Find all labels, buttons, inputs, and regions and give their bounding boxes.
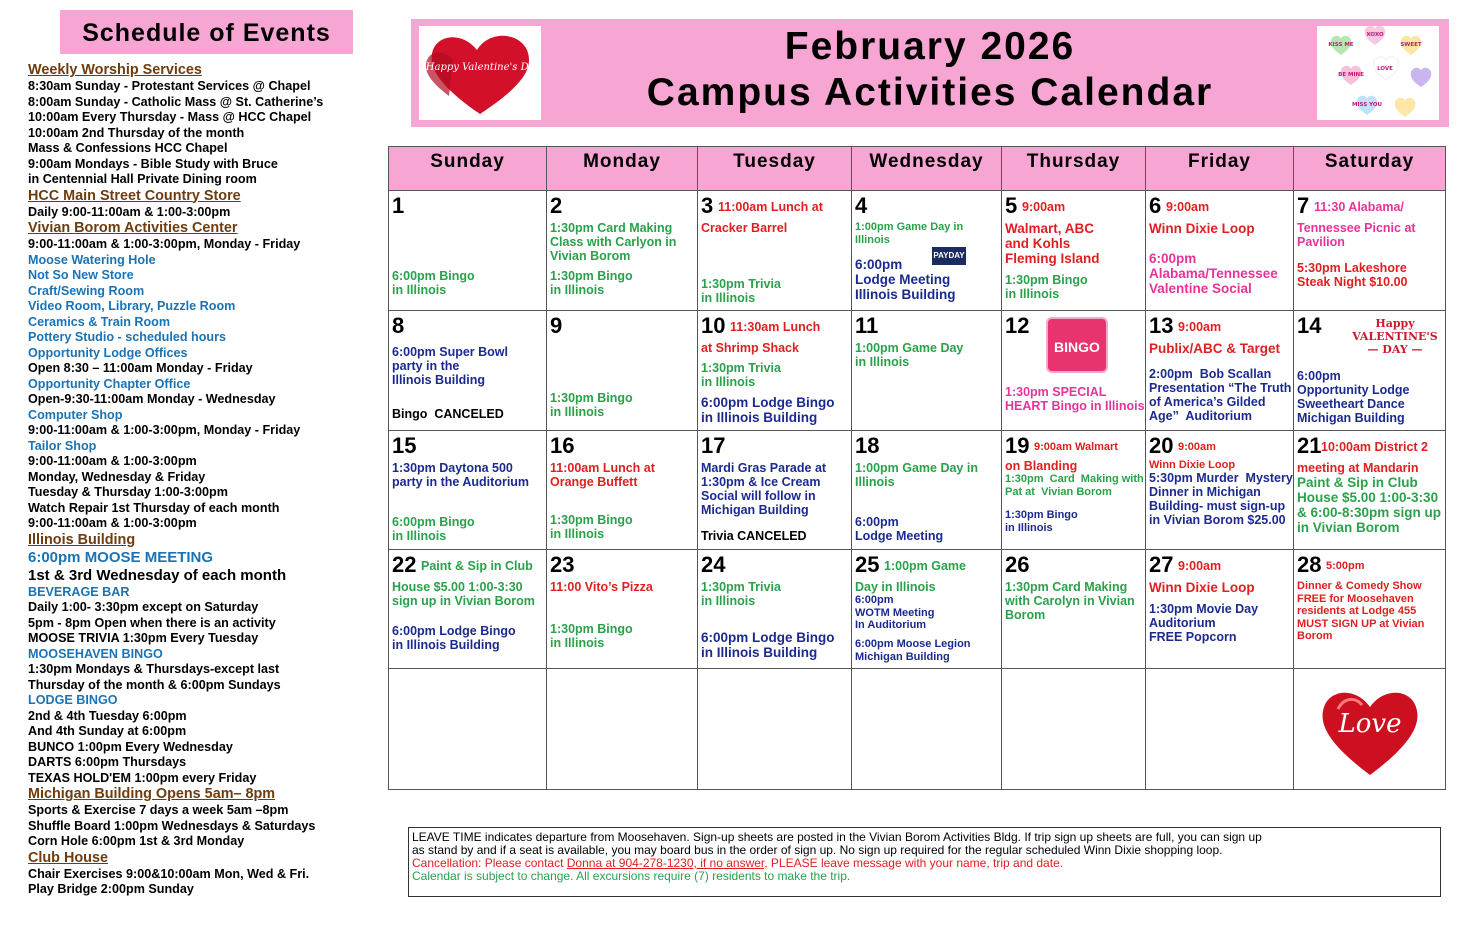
empty-day-cell — [852, 669, 1002, 790]
schedule-line: Chair Exercises 9:00&10:00am Mon, Wed & Fri. — [28, 866, 310, 881]
schedule-line: Ceramics & Train Room — [28, 314, 171, 329]
schedule-line: 9:00-11:00am & 1:00-3:00pm — [28, 454, 197, 468]
day-cell-24 — [698, 550, 852, 669]
schedule-line: Craft/Sewing Room — [28, 283, 145, 298]
weekday-header-monday: Monday — [547, 147, 698, 191]
schedule-line: TEXAS HOLD'EM 1:00pm every Friday — [28, 770, 257, 785]
cancellation-rest: PLEASE leave message with your name, trip and date. — [767, 856, 1064, 870]
event-text: 1:30pm Bingo in Illinois — [550, 513, 633, 541]
empty-day-cell — [698, 669, 852, 790]
schedule-line: BUNCO 1:00pm Every Wednesday — [28, 739, 233, 754]
schedule-line: 8:00am Sunday - Catholic Mass @ St. Catherine’s — [28, 94, 324, 109]
event-text: 1:30pm Daytona 500 party in the Auditorium — [392, 461, 530, 489]
day-cell-23 — [547, 550, 698, 669]
event-text: 6:00pm Bingo in Illinois — [392, 515, 475, 543]
schedule-line: Weekly Worship Services — [28, 62, 202, 78]
event-text: at Shrimp Shack — [701, 341, 799, 355]
event-text: House $5.00 1:00-3:30 sign up in Vivian Borom — [392, 580, 535, 608]
schedule-line: MOOSEHAVEN BINGO — [28, 646, 163, 661]
event-headline: 11:00am Lunch at — [718, 200, 823, 214]
empty-day-cell — [389, 669, 547, 790]
day-number: 21 — [1297, 433, 1322, 458]
event-text: 11:00 Vito’s Pizza — [550, 580, 653, 594]
day-number: 16 — [550, 433, 575, 458]
event-text: Bingo CANCELED — [392, 407, 504, 421]
cancellation-label: Cancellation: — [412, 856, 482, 870]
event-text: Tennessee Picnic at Pavilion — [1297, 221, 1416, 249]
day-cell-17 — [698, 431, 852, 550]
day-number: 5 — [1005, 193, 1018, 218]
day-number: 24 — [701, 552, 726, 577]
event-text: Dinner & Comedy Show FREE for Moosehaven residents at Lodge 455 MUST SIGN UP at Vivian Borom — [1297, 580, 1425, 642]
event-headline: 9:00am — [1178, 559, 1222, 573]
day-cell-4 — [852, 191, 1002, 311]
event-headline: Paint & Sip in Club — [421, 559, 533, 573]
event-text: 6:00pm Lodge Meeting — [855, 515, 944, 543]
event-text: 1:30pm Card Making with Pat at Vivian Borom — [1005, 473, 1144, 498]
event-text: 6:00pm Lodge Bingo in Illinois Building — [701, 395, 835, 425]
candy-hearts-image — [1317, 26, 1439, 120]
event-text: 6:00pm Bingo in Illinois — [392, 269, 475, 297]
event-text: 2:00pm Bob Scallan Presentation “The Truth of America’s Gilded Age” Auditorium — [1149, 367, 1292, 423]
event-text: 1:30pm SPECIAL HEART Bingo in Illinois — [1005, 385, 1145, 413]
event-text: on Blanding — [1005, 459, 1078, 473]
day-cell-28 — [1294, 550, 1446, 669]
day-number: 19 — [1005, 433, 1030, 458]
day-cell-13 — [1146, 311, 1294, 431]
schedule-line: Sports & Exercise 7 days a week 5am –8pm — [28, 803, 289, 817]
schedule-line: Michigan Building Opens 5am– 8pm — [28, 786, 276, 802]
day-cell-20 — [1146, 431, 1294, 550]
day-cell-3 — [698, 191, 852, 311]
weekday-header-friday: Friday — [1146, 147, 1294, 191]
day-number: 25 — [855, 552, 880, 577]
day-cell-11 — [852, 311, 1002, 431]
event-text: Mardi Gras Parade at 1:30pm & Ice Cream Social will follow in Michigan Building — [701, 461, 827, 517]
event-text: 11:00am Lunch at Orange Buffett — [550, 461, 655, 489]
day-number: 20 — [1149, 433, 1174, 458]
schedule-line: Monday, Wednesday & Friday — [28, 469, 206, 484]
schedule-line: in Centennial Hall Private Dining room — [28, 172, 257, 186]
day-number: 28 — [1297, 552, 1322, 577]
candy-word-3: LOVE — [1377, 66, 1393, 72]
event-text: 1:30pm Bingo in Illinois — [550, 622, 633, 650]
candy-word-1: KISS ME — [1328, 42, 1354, 48]
love-heart-icon — [1316, 679, 1424, 779]
schedule-line: Shuffle Board 1:00pm Wednesdays & Saturdays — [28, 818, 316, 833]
schedule-line: Corn Hole 6:00pm 1st & 3rd Monday — [28, 834, 245, 848]
event-text: Publix/ABC & Target — [1149, 341, 1281, 356]
event-text: Winn Dixie Loop — [1149, 459, 1236, 471]
day-number: 9 — [550, 313, 563, 338]
happy-valentines-icon: Happy VALENTINE'S — DAY — — [1352, 317, 1438, 356]
valentine-hearts-image — [419, 26, 541, 120]
day-number: 1 — [392, 193, 405, 218]
event-text: 1:30pm Movie Day Auditorium FREE Popcorn — [1149, 602, 1259, 644]
schedule-line: LODGE BINGO — [28, 693, 118, 707]
title-banner — [411, 19, 1449, 127]
day-number: 12 — [1005, 313, 1030, 338]
footer-notice — [408, 827, 1441, 897]
day-cell-18 — [852, 431, 1002, 550]
event-text: 6:00pm Lodge Bingo in Illinois Building — [392, 624, 516, 652]
event-headline: 5:00pm — [1326, 560, 1365, 572]
event-text: Cracker Barrel — [701, 221, 788, 235]
empty-day-cell — [547, 669, 698, 790]
event-text: 6:00pm Lodge Meeting Illinois Building — [855, 257, 956, 302]
day-cell-6 — [1146, 191, 1294, 311]
day-cell-22 — [389, 550, 547, 669]
schedule-line: 9:00am Mondays - Bible Study with Bruce — [28, 156, 278, 171]
day-number: 10 — [701, 313, 726, 338]
event-text: Walmart, ABC and Kohls Fleming Island — [1005, 221, 1100, 266]
day-number: 7 — [1297, 193, 1310, 218]
footer-line-1: LEAVE TIME indicates departure from Moosehaven. Sign-up sheets are posted in the Vivian Borom Activities Bldg. If trip sign up sheets are full, you can sign up — [412, 830, 1262, 844]
day-cell-16 — [547, 431, 698, 550]
schedule-line: HCC Main Street Country Store — [28, 187, 241, 204]
event-text: 1:30pm Bingo in Illinois — [550, 391, 633, 419]
event-text: meeting at Mandarin — [1297, 461, 1419, 475]
empty-day-cell — [1002, 669, 1146, 790]
cancellation-text: Please contact — [481, 856, 567, 870]
event-text: 1:00pm Game Day in Illinois — [855, 221, 964, 246]
day-number: 8 — [392, 313, 405, 338]
schedule-line: 8:30am Sunday - Protestant Services @ Chapel — [28, 79, 311, 93]
schedule-line: Tuesday & Thursday 1:00-3:00pm — [28, 485, 228, 499]
schedule-line: MOOSE TRIVIA 1:30pm Every Tuesday — [28, 631, 259, 645]
event-text: Winn Dixie Loop — [1149, 221, 1255, 236]
schedule-line: Illinois Building — [28, 531, 136, 548]
day-number: 3 — [701, 193, 714, 218]
schedule-line: 2nd & 4th Tuesday 6:00pm — [28, 708, 187, 723]
schedule-header — [60, 10, 353, 54]
schedule-line: Video Room, Library, Puzzle Room — [28, 299, 236, 313]
day-number: 17 — [701, 433, 726, 458]
weekday-header-saturday: Saturday — [1294, 147, 1446, 191]
event-text: 1:30pm Bingo in Illinois — [1005, 273, 1088, 301]
schedule-line: 1:30pm Mondays & Thursdays-except last — [28, 662, 280, 676]
schedule-line: Club House — [28, 849, 108, 866]
event-text: 1:00pm Game Day in Illinois — [855, 461, 978, 489]
event-text: Day in Illinois — [855, 580, 936, 594]
schedule-line: Open 8:30 – 11:00am Monday - Friday — [28, 361, 253, 375]
event-text: 6:00pm Lodge Bingo in Illinois Building — [701, 630, 835, 660]
schedule-line: Thursday of the month & 6:00pm Sundays — [28, 677, 281, 692]
day-number: 23 — [550, 552, 575, 577]
schedule-line: 9:00-11:00am & 1:00-3:00pm, Monday - Friday — [28, 237, 301, 251]
event-headline: 11:30 Alabama/ — [1314, 200, 1404, 214]
event-text: 5:30pm Murder Mystery Dinner in Michigan Building- must sign-up in Vivian Borom $25.00 — [1149, 471, 1293, 527]
candy-word-6: SWEET — [1400, 42, 1422, 48]
schedule-line: 9:00-11:00am & 1:00-3:00pm, Monday - Friday — [28, 423, 301, 437]
schedule-line: 5pm - 8pm Open when there is an activity — [28, 615, 276, 630]
schedule-line: Daily 9:00-11:00am & 1:00-3:00pm — [28, 204, 231, 219]
schedule-line: Open-9:30-11:00am Monday - Wednesday — [28, 392, 276, 406]
event-text: 6:00pm Opportunity Lodge Sweetheart Dance Michigan Building — [1297, 369, 1410, 425]
schedule-line: 1st & 3rd Wednesday of each month — [28, 566, 287, 584]
footer-line-4: Calendar is subject to change. All excursions require (7) residents to make the trip. — [412, 869, 851, 883]
event-text: 1:30pm Trivia in Illinois — [701, 580, 781, 608]
footer-line-2: as stand by and if a seat is available, you may board bus in the order of sign up. No sign up required for the regular scheduled Winn Dixie shopping loop. — [412, 843, 1223, 857]
day-number: 11 — [855, 313, 879, 338]
day-cell-26 — [1002, 550, 1146, 669]
cancellation-contact: Donna at 904-278-1230, if no answer, — [566, 856, 768, 870]
event-headline: 10:00am District 2 — [1321, 440, 1429, 454]
day-cell-25 — [852, 550, 1002, 669]
left-image-caption: Happy Valentine's Day — [425, 62, 541, 73]
schedule-line: And 4th Sunday at 6:00pm — [28, 724, 187, 738]
weekday-header-thursday: Thursday — [1002, 147, 1146, 191]
day-number: 6 — [1149, 193, 1162, 218]
day-cell-27 — [1146, 550, 1294, 669]
day-number: 14 — [1297, 313, 1322, 338]
day-number: 13 — [1149, 313, 1174, 338]
weekday-header-tuesday: Tuesday — [698, 147, 852, 191]
event-text: 1:30pm Trivia in Illinois — [701, 277, 781, 305]
day-number: 18 — [855, 433, 880, 458]
event-text: Winn Dixie Loop — [1149, 580, 1255, 595]
schedule-line: Moose Watering Hole — [28, 252, 156, 267]
schedule-line: 6:00pm MOOSE MEETING — [28, 548, 214, 566]
event-text: Paint & Sip in Club House $5.00 1:00-3:30 & 6:00-8:30pm sign up in Vivian Borom — [1297, 475, 1442, 535]
weekday-header-sunday: Sunday — [389, 147, 547, 191]
candy-word-5: MISS YOU — [1351, 102, 1383, 108]
schedule-line: Computer Shop — [28, 407, 123, 422]
empty-day-cell — [1146, 669, 1294, 790]
payday-icon: PAYDAY — [932, 247, 966, 265]
day-cell-1 — [389, 191, 547, 311]
schedule-line: 10:00am Every Thursday - Mass @ HCC Chapel — [28, 110, 312, 124]
day-number: 2 — [550, 193, 563, 218]
schedule-list — [28, 62, 368, 898]
day-cell-21 — [1294, 431, 1446, 550]
event-headline: 9:00am Walmart — [1034, 441, 1118, 453]
event-headline: 9:00am — [1022, 200, 1066, 214]
schedule-line: 9:00-11:00am & 1:00-3:00pm — [28, 516, 197, 530]
event-text: 1:30pm Card Making with Carolyn in Vivian Borom — [1005, 580, 1135, 622]
schedule-line: Daily 1:00- 3:30pm except on Saturday — [28, 600, 259, 614]
event-text: 6:00pm Super Bowl party in the Illinois Building — [392, 345, 508, 387]
event-text: Trivia CANCELED — [701, 529, 807, 543]
event-headline: 1:00pm Game — [884, 559, 966, 573]
day-cell-12 — [1002, 311, 1146, 431]
event-headline: 9:00am — [1166, 200, 1210, 214]
day-cell-19 — [1002, 431, 1146, 550]
event-text: 6:00pm Alabama/Tennessee Valentine Social — [1149, 251, 1278, 296]
schedule-line: Tailor Shop — [28, 438, 97, 453]
event-text: 1:00pm Game Day in Illinois — [855, 341, 964, 369]
calendar-subtitle: Campus Activities Calendar — [646, 71, 1214, 114]
event-text: 5:30pm Lakeshore Steak Night $10.00 — [1297, 261, 1408, 289]
day-cell-2 — [547, 191, 698, 311]
schedule-line: Watch Repair 1st Thursday of each month — [28, 500, 280, 515]
love-text: Love — [1338, 709, 1402, 739]
valentine-bingo-icon: BINGO — [1046, 317, 1108, 373]
schedule-line: Pottery Studio - scheduled hours — [28, 330, 227, 344]
event-text: 6:00pm WOTM Meeting In Auditorium — [855, 594, 935, 631]
event-headline: 9:00am — [1178, 320, 1222, 334]
day-cell-5 — [1002, 191, 1146, 311]
empty-day-cell — [1294, 669, 1446, 790]
schedule-line: Opportunity Lodge Offices — [28, 345, 188, 360]
day-number: 4 — [855, 193, 868, 218]
schedule-line: Mass & Confessions HCC Chapel — [28, 141, 228, 155]
schedule-line: DARTS 6:00pm Thursdays — [28, 755, 187, 769]
event-headline: 9:00am — [1178, 441, 1216, 453]
schedule-line: 10:00am 2nd Thursday of the month — [28, 125, 245, 140]
day-cell-15 — [389, 431, 547, 550]
candy-word-2: XOXO — [1366, 32, 1384, 38]
day-number: 22 — [392, 552, 417, 577]
schedule-line: Vivian Borom Activities Center — [28, 220, 238, 236]
day-number: 26 — [1005, 552, 1030, 577]
day-cell-14 — [1294, 311, 1446, 431]
schedule-line: Play Bridge 2:00pm Sunday — [28, 882, 194, 896]
schedule-line: Not So New Store — [28, 268, 134, 282]
day-cell-8 — [389, 311, 547, 431]
day-number: 27 — [1149, 552, 1174, 577]
calendar-month-title: February 2026 — [784, 25, 1076, 68]
event-text: 1:30pm Card Making Class with Carlyon in Vivian Borom — [550, 221, 677, 263]
day-cell-7 — [1294, 191, 1446, 311]
event-text: 1:30pm Trivia in Illinois — [701, 361, 781, 389]
day-number: 15 — [392, 433, 417, 458]
schedule-line: BEVERAGE BAR — [28, 584, 130, 599]
schedule-line: Opportunity Chapter Office — [28, 376, 191, 391]
candy-word-4: BE MINE — [1338, 72, 1364, 78]
event-text: 6:00pm Moose Legion Michigan Building — [855, 638, 971, 663]
weekday-header-wednesday: Wednesday — [852, 147, 1002, 191]
event-text: 1:30pm Bingo in Illinois — [550, 269, 633, 297]
schedule-title: Schedule of Events — [82, 19, 331, 47]
event-headline: 11:30am Lunch — [730, 320, 821, 334]
calendar-grid — [388, 146, 1446, 790]
day-cell-10 — [698, 311, 852, 431]
day-cell-9 — [547, 311, 698, 431]
event-text: 1:30pm Bingo in Illinois — [1005, 509, 1078, 534]
